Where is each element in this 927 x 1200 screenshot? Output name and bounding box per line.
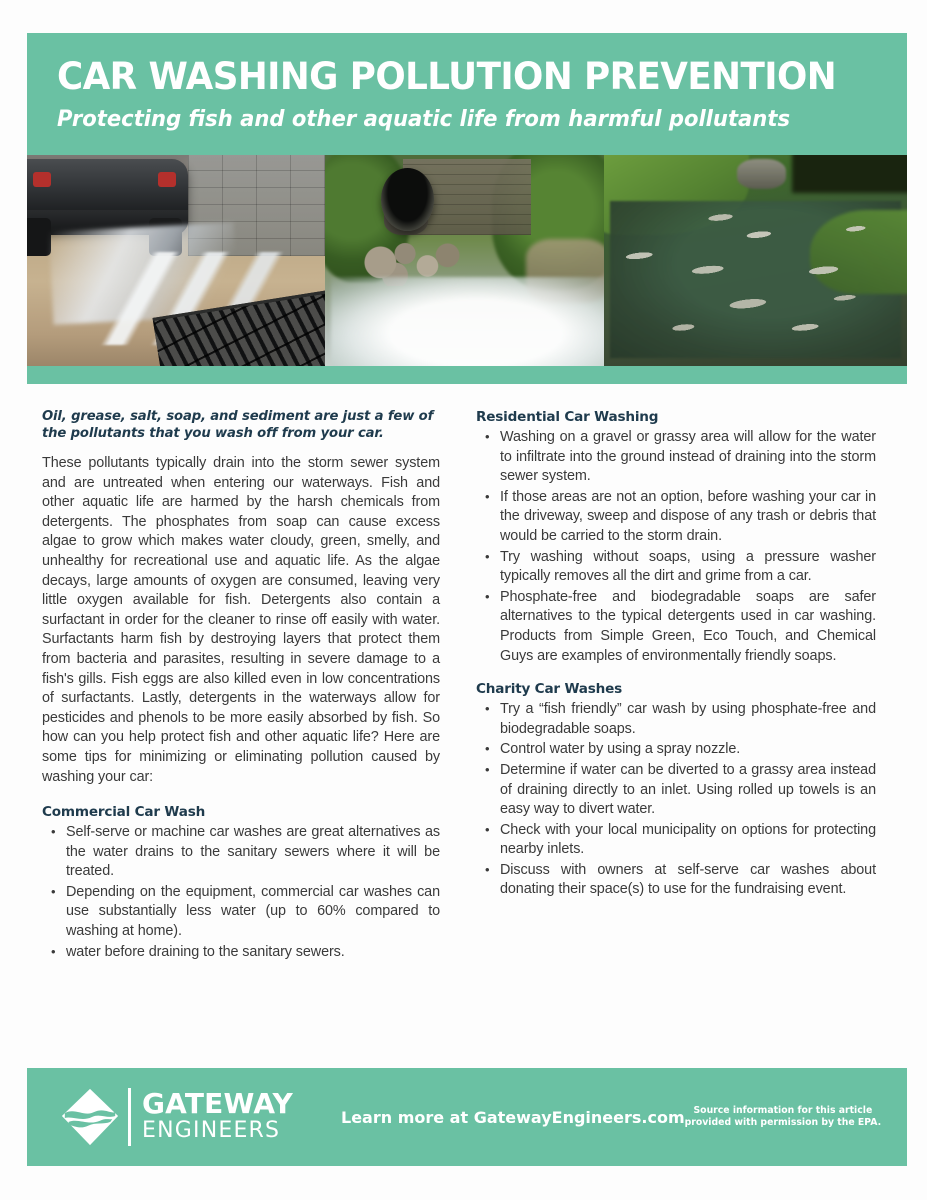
section-heading-charity-car-washes: Charity Car Washes bbox=[476, 681, 623, 698]
logo-secondary-text: ENGINEERS bbox=[142, 1118, 281, 1143]
intro-paragraph: These pollutants typically drain into the storm sewer system and are untreated when entering our waterways. Fish and other aquatic life are harmed by the harsh chemicals from detergents. The phosphates from soap can cause excess algae to grow which makes water cloudy, green, smelly, and unhealthy for recreational use and aquatic life. As the algae decays, large amounts of oxygen are consumed, leaving very little oxygen available for fish. Detergents also contain a surfactant in order for the cleaner to rinse off easily with water. Surfactants harm fish by destroying layers that protect them from bacteria and parasites, resulting in severe damage to a fish's gills. Fish eggs are also killed even in low concentrations of surfactants. Lastly, detergents in the waterways allow for pesticides and phenols to be more easily absorbed by fish. So how can you help protect fish and other aquatic life? Here are some tips for minimizing or eliminating pollution caused by washing your car: bbox=[42, 455, 440, 785]
learn-more-link[interactable]: Learn more at GatewayEngineers.com bbox=[341, 1107, 685, 1127]
commercial-car-wash-list bbox=[42, 823, 440, 962]
teal-accent-band bbox=[27, 366, 907, 384]
section-heading-residential-car-washing: Residential Car Washing bbox=[476, 409, 659, 425]
charity-car-washes-list bbox=[476, 700, 876, 900]
right-column bbox=[476, 408, 876, 1048]
list-item: • If those areas are not an option, before washing your car in the driveway, sweep and dispose of any trash or debris that would be carried to the storm drain. bbox=[500, 488, 876, 547]
list-item: • Check with your local municipality on options for protecting nearby inlets. bbox=[500, 821, 876, 860]
photo-outfall-pipe-discharging-sudsy-water bbox=[325, 155, 604, 366]
logo-primary-text: GATEWAY bbox=[142, 1087, 293, 1120]
gateway-engineers-logo bbox=[59, 1086, 293, 1148]
photo2-white-foam-discharge bbox=[331, 277, 604, 366]
source-credit-line-1: Source information for this article bbox=[693, 1104, 873, 1116]
list-item: • Determine if water can be diverted to a grassy area instead of draining directly to an inlet. Using rolled up towels is an easy way to divert water. bbox=[500, 761, 876, 820]
page-subtitle: Protecting fish and other aquatic life from harmful pollutants bbox=[57, 107, 791, 132]
list-item: • water before draining to the sanitary sewers. bbox=[66, 943, 440, 963]
source-credit-line-2: provided with permission by the EPA. bbox=[684, 1117, 882, 1128]
list-item: • Depending on the equipment, commercial car washes can use substantially less water (up to 60% compared to washing at home). bbox=[66, 883, 440, 942]
photo1-taillight-left bbox=[33, 172, 51, 187]
photo2-outfall-pipe-mouth bbox=[381, 168, 434, 231]
photo1-taillight-right bbox=[158, 172, 176, 187]
header-banner bbox=[27, 33, 907, 155]
photo-car-rear-soapy-runoff-to-storm-drain bbox=[27, 155, 325, 366]
list-item: • Control water by using a spray nozzle. bbox=[500, 740, 876, 760]
lede-statement: Oil, grease, salt, soap, and sediment are just a few of the pollutants that you wash off from your car. bbox=[42, 409, 434, 441]
logo-divider bbox=[128, 1088, 131, 1146]
source-credit bbox=[685, 1105, 881, 1130]
footer-banner bbox=[27, 1068, 907, 1166]
logo-wordmark bbox=[142, 1087, 293, 1144]
list-item: • Washing on a gravel or grassy area will allow for the water to infiltrate into the ground instead of draining into the storm sewer system. bbox=[500, 428, 876, 487]
list-item: • Discuss with owners at self-serve car washes about donating their space(s) to use for the fundraising event. bbox=[500, 861, 876, 900]
photo-strip bbox=[27, 155, 907, 366]
list-item: • Self-serve or machine car washes are great alternatives as the water drains to the sanitary sewers where it will be treated. bbox=[66, 823, 440, 882]
content-area bbox=[0, 408, 927, 1048]
list-item: • Try washing without soaps, using a pressure washer typically removes all the dirt and grime from a car. bbox=[500, 548, 876, 587]
residential-car-washing-list bbox=[476, 428, 876, 666]
page-title: CAR WASHING POLLUTION PREVENTION bbox=[57, 55, 837, 98]
gateway-diamond-icon bbox=[59, 1086, 121, 1148]
section-heading-commercial-car-wash: Commercial Car Wash bbox=[42, 804, 206, 821]
photo3-dead-fish bbox=[604, 155, 907, 366]
list-item: • Phosphate-free and biodegradable soaps are safer alternatives to the typical detergents used in car washing. Products from Simple Green, Eco Touch, and Chemical Guys are examples of environmentally friendly soaps. bbox=[500, 588, 876, 666]
photo1-tire-left bbox=[27, 218, 51, 256]
list-item: • Try a “fish friendly” car wash by using phosphate-free and biodegradable soaps. bbox=[500, 700, 876, 739]
left-column bbox=[42, 408, 440, 1048]
photo-fish-kill-in-polluted-stream bbox=[604, 155, 907, 366]
